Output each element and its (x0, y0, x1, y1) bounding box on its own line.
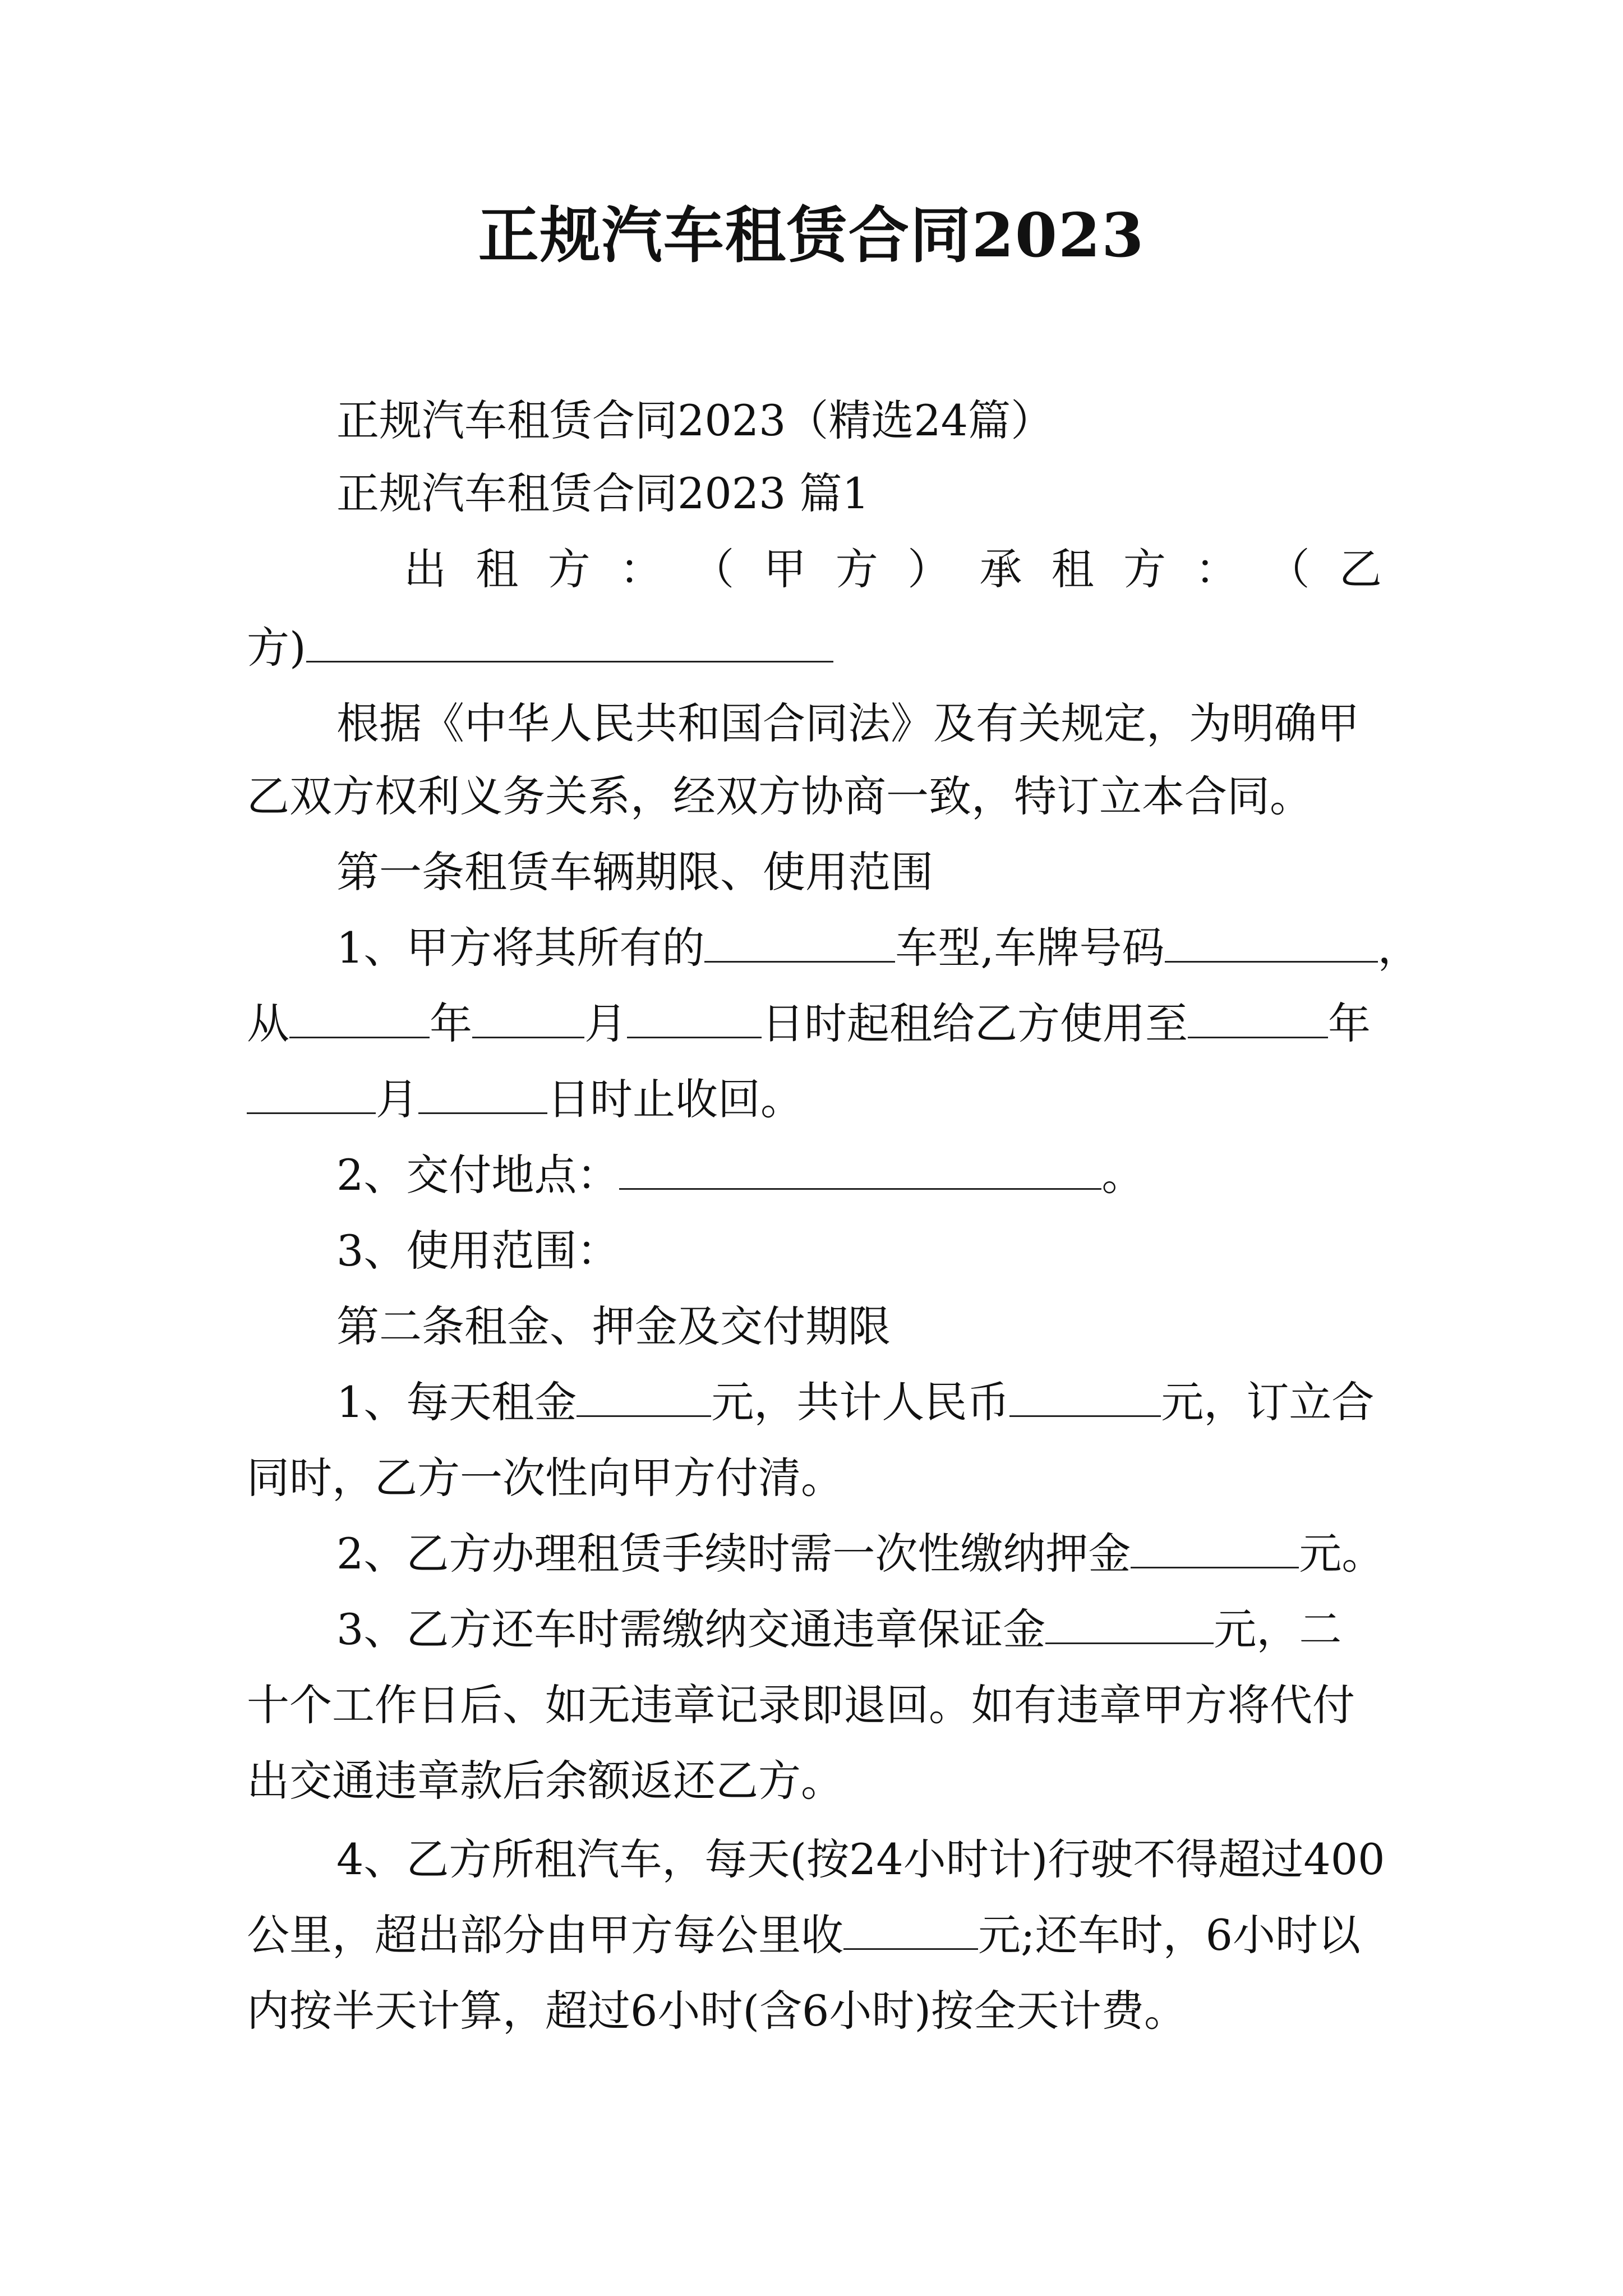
fill-blank (619, 1152, 1101, 1190)
clause-line (336, 1590, 1399, 1669)
parties-char: 出 (404, 544, 446, 594)
parties-char: 乙 (1339, 544, 1382, 594)
parties-line (404, 530, 1382, 609)
text-fragment: 3、乙方还车时需缴纳交通违章保证金 (336, 1604, 1046, 1654)
document-title: 正规汽车租赁合同2023 (478, 200, 1145, 271)
fill-blank (1045, 1607, 1214, 1644)
text-fragment: 1、甲方将其所有的 (336, 923, 705, 973)
text-fragment: 元，订立合 (1161, 1377, 1375, 1427)
fill-blank (577, 1379, 711, 1417)
text-fragment: 年 (1328, 999, 1371, 1048)
text-fragment: 月 (584, 999, 627, 1048)
parties-char: （ (1267, 544, 1310, 594)
text-fragment: 公里，超出部分由甲方每公里收 (247, 1910, 843, 1960)
parties-char: 承 (979, 544, 1022, 594)
article-heading: 第二条租金、押金及交付期限 (336, 1301, 891, 1351)
text-fragment: 年 (430, 999, 472, 1048)
clause-line: 同时，乙方一次性向甲方付清。 (247, 1453, 843, 1503)
text-fragment: 元，二 (1214, 1604, 1342, 1654)
fill-blank (843, 1912, 978, 1950)
text-fragment: 从 (247, 999, 289, 1048)
clause-line (336, 909, 1421, 987)
clause-line: 出交通违章款后余额返还乙方。 (247, 1756, 843, 1806)
clause-line: 十个工作日后、如无违章记录即退回。如有违章甲方将代付 (247, 1680, 1355, 1730)
parties-char: 方 (547, 544, 591, 594)
parties-char: 甲 (763, 544, 806, 594)
paragraph-line: 乙双方权利义务关系，经双方协商一致，特订立本合同。 (247, 771, 1312, 821)
clause-line (247, 984, 1399, 1063)
parties-char: 租 (1051, 544, 1094, 594)
clause-line: 3、使用范围： (336, 1226, 620, 1276)
fill-blank (289, 1001, 430, 1038)
clause-line (247, 1060, 1399, 1139)
text-fragment: 方) (247, 623, 306, 673)
fill-blank (1131, 1531, 1299, 1568)
fill-blank (627, 1001, 762, 1038)
fill-blank (472, 1001, 584, 1038)
text-fragment: 2、交付地点： (336, 1150, 620, 1200)
text-fragment: ， (1377, 923, 1421, 973)
text-fragment: 。 (1101, 1150, 1145, 1200)
parties-char: 方 (835, 544, 878, 594)
text-fragment: 日时止收回。 (547, 1074, 803, 1124)
subtitle-line: 正规汽车租赁合同2023（精选24篇） (336, 395, 1054, 445)
clause-line (336, 1515, 1399, 1593)
text-fragment: 元，共计人民币 (711, 1377, 1010, 1427)
text-fragment: 车型,车牌号码 (895, 923, 1165, 973)
fill-blank (247, 1076, 376, 1114)
parties-char: ： (1195, 544, 1238, 594)
parties-line-cont (247, 609, 1399, 687)
clause-line (336, 1136, 1399, 1214)
section-heading: 正规汽车租赁合同2023 篇1 (336, 468, 869, 518)
text-fragment: 月 (376, 1074, 418, 1124)
parties-char: 租 (476, 544, 519, 594)
clause-line: 内按半天计算，超过6小时(含6小时)按全天计费。 (247, 1986, 1187, 2036)
clause-line (336, 1363, 1399, 1442)
text-fragment: 2、乙方办理租赁手续时需一次性缴纳押金 (336, 1529, 1131, 1579)
parties-char: 方 (1123, 544, 1166, 594)
text-fragment: 元。 (1299, 1529, 1385, 1579)
fill-blank (306, 625, 833, 662)
fill-blank (1165, 925, 1378, 963)
text-fragment: 1、每天租金 (336, 1377, 577, 1427)
parties-char: （ (691, 544, 735, 594)
paragraph-line: 根据《中华人民共和国合同法》及有关规定，为明确甲 (336, 698, 1359, 748)
clause-line: 4、乙方所租汽车，每天(按24小时计)行驶不得超过400 (336, 1834, 1385, 1884)
parties-char: ： (619, 544, 662, 594)
fill-blank (1009, 1379, 1161, 1417)
fill-blank (418, 1076, 547, 1114)
article-heading: 第一条租赁车辆期限、使用范围 (336, 847, 933, 897)
clause-line (247, 1896, 1399, 1975)
fill-blank (1188, 1001, 1328, 1038)
text-fragment: 元;还车时，6小时以 (978, 1910, 1361, 1960)
parties-char: ） (907, 544, 951, 594)
fill-blank (704, 925, 895, 963)
text-fragment: 日时起租给乙方使用至 (762, 999, 1188, 1048)
